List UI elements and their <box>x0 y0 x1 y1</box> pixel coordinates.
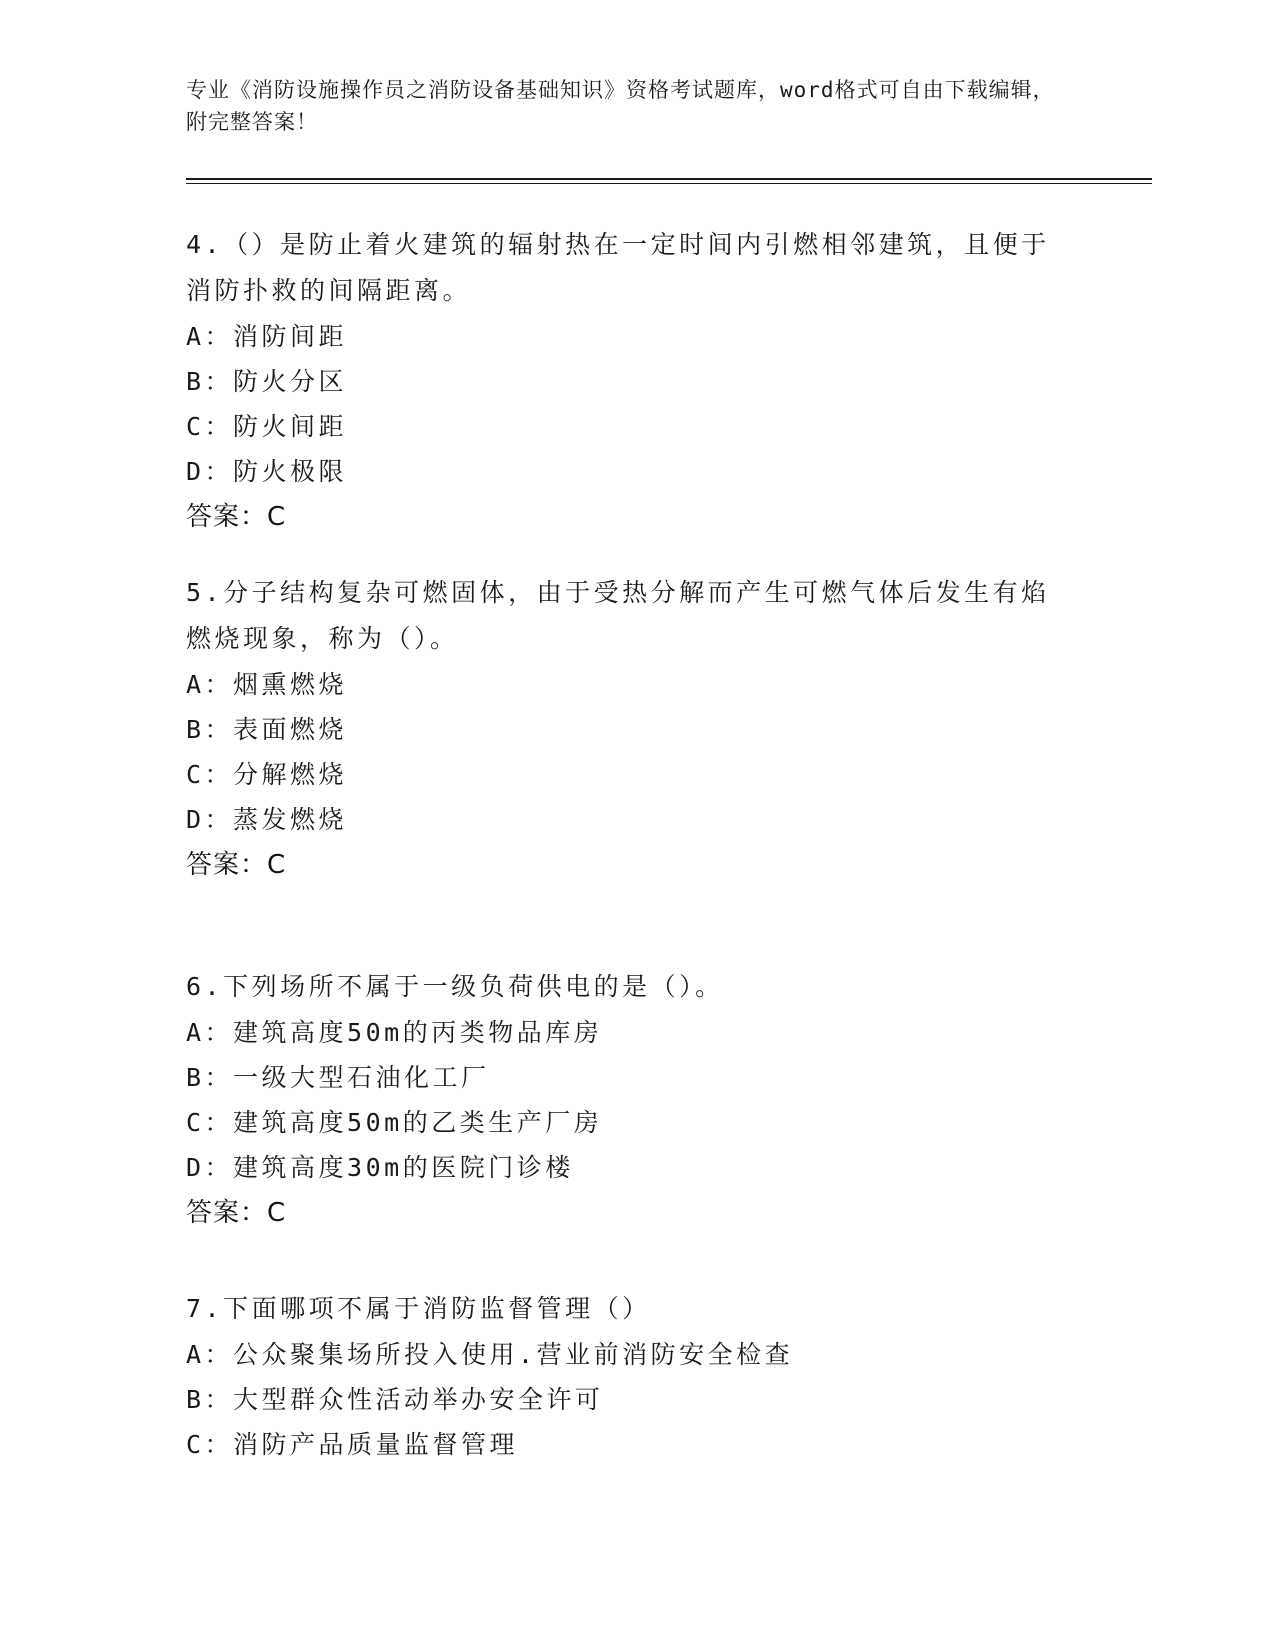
question-stem: 4.（）是防止着火建筑的辐射热在一定时间内引燃相邻建筑，且便于消防扑救的间隔距离。 <box>186 230 1050 305</box>
option-b: B：防火分区 <box>186 367 348 396</box>
answer-line: 答案：C <box>186 502 287 532</box>
answer-line: 答案：C <box>186 1198 287 1228</box>
option-b: B：大型群众性活动举办安全许可 <box>186 1385 604 1414</box>
option-a: A：公众聚集场所投入使用.营业前消防安全检查 <box>186 1340 794 1369</box>
option-c: C：防火间距 <box>186 412 348 441</box>
question-5 <box>186 570 1066 888</box>
header-divider-thin <box>186 183 1152 184</box>
option-a: A：消防间距 <box>186 322 348 351</box>
option-d: D：防火极限 <box>186 457 348 486</box>
option-b: B：表面燃烧 <box>186 715 348 744</box>
option-a: A：建筑高度50m的丙类物品库房 <box>186 1018 603 1047</box>
question-6 <box>186 964 1066 1236</box>
answer-line: 答案：C <box>186 850 287 880</box>
option-a: A：烟熏燃烧 <box>186 670 348 699</box>
question-stem: 7.下面哪项不属于消防监督管理（） <box>186 1294 651 1323</box>
question-stem: 5.分子结构复杂可燃固体，由于受热分解而产生可燃气体后发生有焰燃烧现象，称为（）。 <box>186 578 1050 653</box>
question-4 <box>186 222 1066 540</box>
option-c: C：分解燃烧 <box>186 760 348 789</box>
option-d: D：建筑高度30m的医院门诊楼 <box>186 1153 574 1182</box>
question-7 <box>186 1286 1066 1467</box>
header-divider-thick <box>186 178 1152 180</box>
option-b: B：一级大型石油化工厂 <box>186 1063 490 1092</box>
document-header: 专业《消防设施操作员之消防设备基础知识》资格考试题库，word格式可自由下载编辑，附完整答案！ <box>186 78 1055 134</box>
option-c: C：建筑高度50m的乙类生产厂房 <box>186 1108 603 1137</box>
question-stem: 6.下列场所不属于一级负荷供电的是（）。 <box>186 972 724 1001</box>
option-d: D：蒸发燃烧 <box>186 805 348 834</box>
option-c: C：消防产品质量监督管理 <box>186 1430 519 1459</box>
